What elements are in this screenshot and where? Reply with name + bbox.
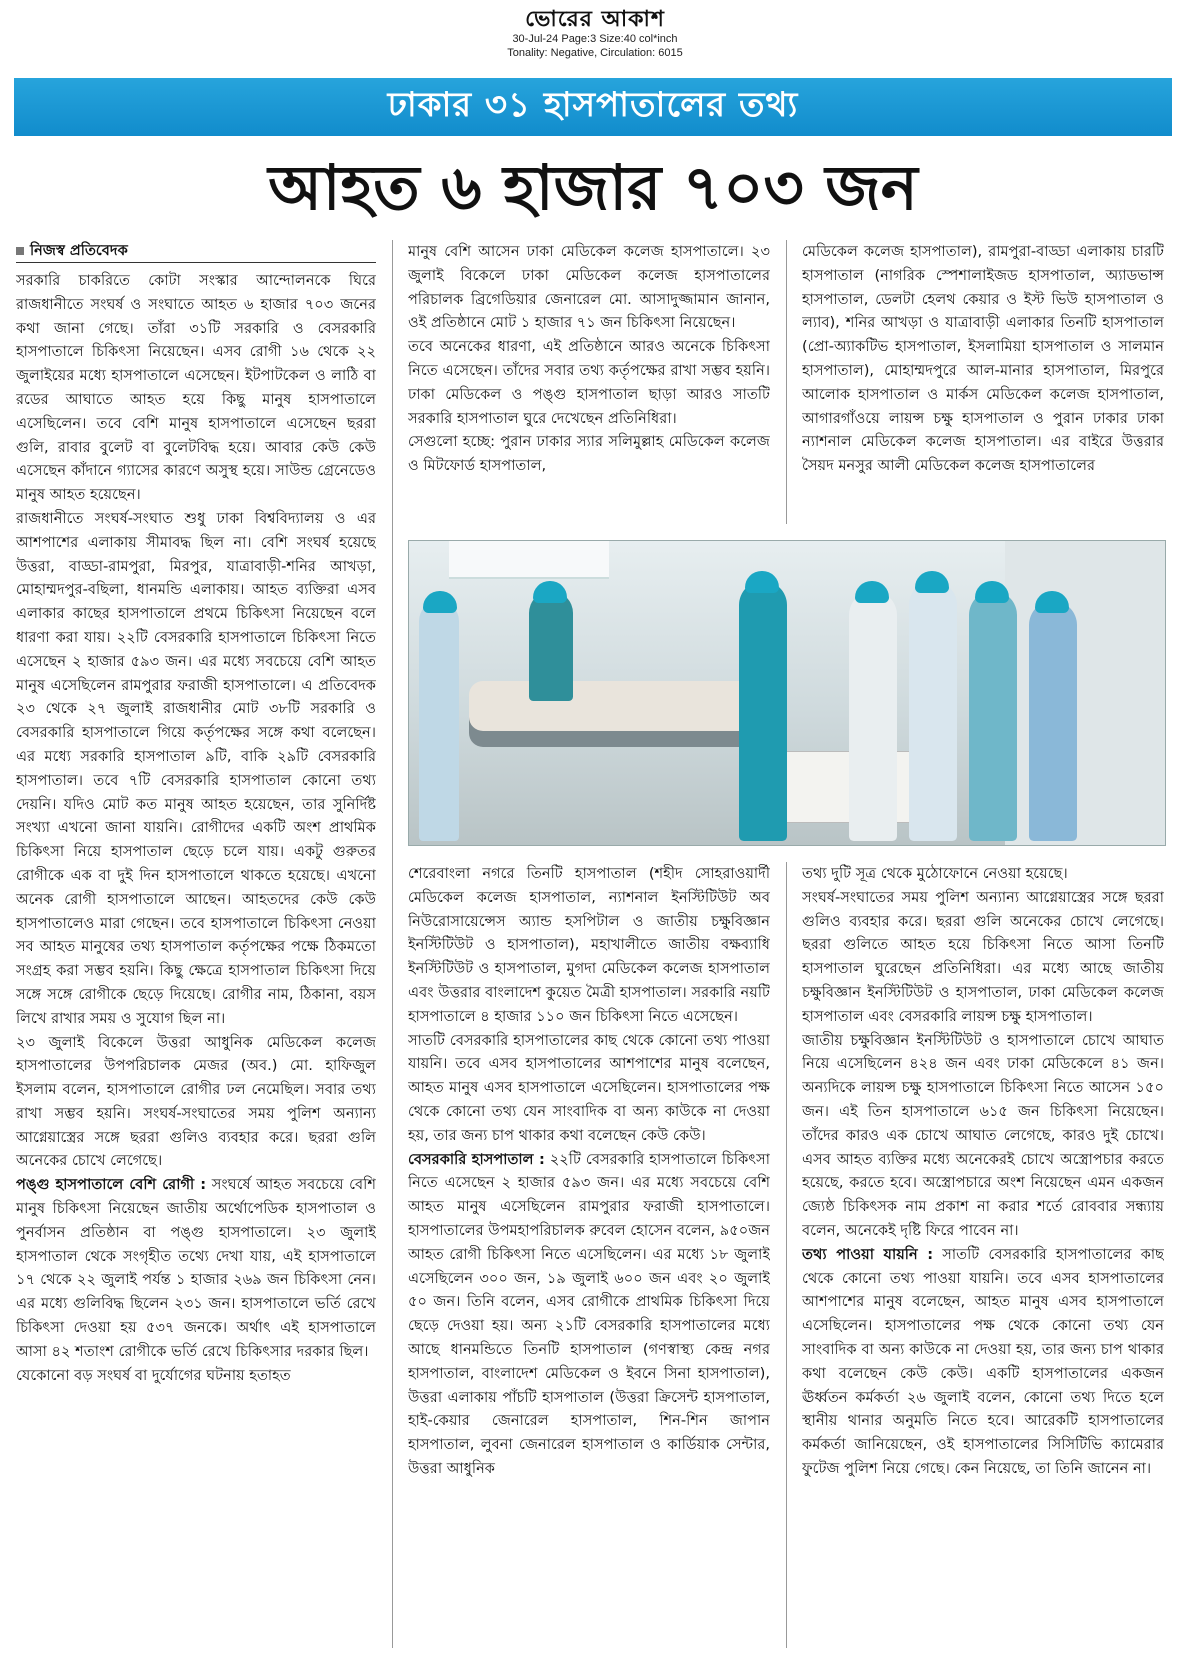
newspaper-logo: ভোরের আকাশ [525,6,665,32]
column-divider [786,240,787,524]
photo-figure [419,601,459,841]
photo-cap [423,591,457,613]
article-column-5 [802,862,1164,1648]
column-divider [786,862,787,1648]
sub-heading: তথ্য পাওয়া যায়নি : [802,1245,934,1263]
paragraph [408,1148,770,1481]
patient-bed [469,681,769,731]
byline-text: নিজস্ব প্রতিবেদক [30,242,128,259]
paragraph: সাতটি বেসরকারি হাসপাতালের কাছ থেকে কোনো তথ্য পাওয়া যায়নি। তবে এসব হাসপাতালের আশপাশের মানুষ বলেছেন, আহত মানুষ এসব হাসপাতালে এসেছিলেন। হাসপাতালের পক্ষ থেকে কোনো তথ্য যেন সাংবাদিক বা অন্য কাউকে না দেওয়া হয়, তার জন্য চাপ থাকার কথা বলেছেন কেউ কেউ। [408,1031,770,1144]
article-column-3 [802,240,1164,524]
paragraph: যেকোনো বড় সংঘর্ষ বা দুর্যোগের ঘটনায় হতাহত [16,1366,291,1384]
photo-figure [909,581,957,841]
article-column-1 [16,240,376,1648]
clipping-tonality-line: Tonality: Negative, Circulation: 6015 [507,47,683,59]
headline: আহত ৬ হাজার ৭০৩ জন [268,151,918,224]
photo-cap [915,571,949,593]
sub-body: সংঘর্ষে আহত সবচেয়ে বেশি মানুষ চিকিৎসা নিয়েছেন জাতীয় অর্থোপেডিক হাসপাতাল ও পুনর্বাসন প্রতিষ্ঠান বা পঙ্গু হাসপাতালে। ২৩ জুলাই হাসপাতাল থেকে সংগৃহীত তথ্যে দেখা যায়, এই হাসপাতালে ১৭ থেকে ২২ জুলাই পর্যন্ত ১ হাজার ২৬৯ জন চিকিৎসা নেন। এর মধ্যে গুলিবিদ্ধ ছিলেন ২৩১ জন। হাসপাতালে ভর্তি রেখে চিকিৎসা দেওয়া হয় ৫৩৭ জনকে। অর্থাৎ এই হাসপাতালে আসা ৪২ শতাংশ রোগীকে ভর্তি রেখে চিকিৎসার দরকার ছিল। [16,1176,376,1360]
photo-cap [745,571,779,593]
article-column-4 [408,862,770,1648]
paragraph: জাতীয় চক্ষুবিজ্ঞান ইনস্টিটিউট ও হাসপাতালে চোখে আঘাত নিয়ে এসেছিলেন ৪২৪ জন এবং ঢাকা মেডিকেলে ৪১ জন। অন্যদিকে লায়ন্স চক্ষু হাসপাতালে চিকিৎসা নিতে আসেন ১৫০ জন। এই তিন হাসপাতালে ৬১৫ জন চিকিৎসা নিয়েছেন। তাঁদের কারও এক চোখে আঘাত লেগেছে, কারও দুই চোখে। এসব আহত ব্যক্তির মধ্যে অনেকেরই চোখে অস্ত্রোপচার করতে হয়েছে, করতে হবে। অস্ত্রোপচারে অংশ নিয়েছেন এমন একজন জ্যেষ্ঠ চিকিৎসক নাম প্রকাশ না করার শর্তে রোববার সন্ধ্যায় বলেন, অনেকেই দৃষ্টি ফিরে পাবেন না। [802,1031,1164,1239]
byline [16,240,376,263]
paragraph [16,1173,376,1363]
paragraph: মেডিকেল কলেজ হাসপাতাল), রামপুরা-বাড্ডা এলাকায় চারটি হাসপাতাল (নাগরিক স্পেশালাইজড হাসপাতাল, অ্যাডভান্স হাসপাতাল, ডেলটা হেলথ কেয়ার ও ইস্ট ভিউ হাসপাতাল ও ল্যাব), শনির আখড়া ও যাত্রাবাড়ী এলাকার তিনটি হাসপাতাল (প্রো-অ্যাকটিভ হাসপাতাল, ইসলামিয়া হাসপাতাল ও সালমান হাসপাতাল), মোহাম্মদপুরে আল-মানার হাসপাতাল, মিরপুরে আলোক হাসপাতাল ও মার্কস মেডিকেল কলেজ হাসপাতাল, আগারগাঁওয়ে লায়ন্স চক্ষু হাসপাতাল ও পুরান ঢাকার ঢাকা ন্যাশনাল মেডিকেল কলেজ হাসপাতাল। এর বাইরে উত্তরার সৈয়দ মনসুর আলী মেডিকেল কলেজ হাসপাতালের [802,243,1164,475]
photo-cap [975,581,1009,603]
paragraph [802,1243,1164,1481]
paragraph: রাজধানীতে সংঘর্ষ-সংঘাত শুধু ঢাকা বিশ্ববিদ্যালয় ও এর আশপাশের এলাকায় সীমাবদ্ধ ছিল না। বেশি সংঘর্ষ হয়েছে উত্তরা, বাড্ডা-রামপুরা, মিরপুর, যাত্রাবাড়ী-শনির আখড়া, মোহাম্মদপুর-বছিলা, ধানমন্ডি এলাকায়। আহত ব্যক্তিরা এসব এলাকার কাছের হাসপাতালে প্রথমে চিকিৎসা নিয়েছেন বলে ধারণা করা যায়। ২২টি বেসরকারি হাসপাতালে চিকিৎসা নিতে এসেছেন ২ হাজার ৫৯৩ জন। এর মধ্যে সবচেয়ে বেশি আহত মানুষ এসেছিলেন রামপুরার ফরাজী হাসপাতালে। এ প্রতিবেদক ২৩ থেকে ২৭ জুলাই রাজধানীর মোট ৩৮টি সরকারি ও বেসরকারি হাসপাতালে গিয়ে কর্তৃপক্ষের সঙ্গে কথা বলেছেন। এর মধ্যে সরকারি হাসপাতাল ৯টি, বাকি ২৯টি বেসরকারি হাসপাতাল। তবে ৭টি বেসরকারি হাসপাতাল কোনো তথ্য দেয়নি। যদিও মোট কত মানুষ আহত হয়েছেন, তার সুনির্দিষ্ট সংখ্যা এখনো জানা যায়নি। রোগীদের একটি অংশ প্রাথমিক চিকিৎসা নিয়ে হাসপাতাল ছেড়ে চলে যায়। একটু গুরুতর রোগীকে এক বা দুই দিন হাসপাতালে থাকতে হয়েছে। এখনো অনেক রোগী হাসপাতালে আছেন। আহতদের কেউ কেউ হাসপাতালেও মারা গেছেন। তবে হাসপাতালে চিকিৎসা নেওয়া সব আহত মানুষের তথ্য হাসপাতাল কর্তৃপক্ষের পক্ষে ঠিকমতো সংগ্রহ করা সম্ভব হয়নি। কিছু ক্ষেত্রে হাসপাতাল চিকিৎসা দিয়ে সঙ্গে সঙ্গে রোগীকে ছেড়ে দিয়েছে। রোগীর নাম, ঠিকানা, বয়স লিখে রাখার সময় ও সুযোগ ছিল না। [16,509,376,1027]
paragraph: সরকারি চাকরিতে কোটা সংস্কার আন্দোলনকে ঘিরে রাজধানীতে সংঘর্ষ ও সংঘাতে আহত ৬ হাজার ৭০৩ জনের কথা জানা গেছে। তাঁরা ৩১টি সরকারি ও বেসরকারি হাসপাতালে চিকিৎসা নিয়েছেন। এসব রোগী ১৬ থেকে ২২ জুলাইয়ের মধ্যে হাসপাতালে এসেছেন। ইটপাটকেল ও লাঠি বা রডের আঘাতে আহত হয়ে কিছু মানুষ হাসপাতালে এসেছিলেন। তবে বেশি মানুষ হাসপাতালে এসেছেন ছররা গুলি, রাবার বুলেট বা বুলেটবিদ্ধ হয়ে। আবার কেউ কেউ এসেছেন কাঁদানে গ্যাসের কারণে অসুস্থ হয়ে। সাউন্ড গ্রেনেডেও মানুষ আহত হয়েছেন। [16,272,376,504]
paragraph: তবে অনেকের ধারণা, এই প্রতিষ্ঠানে আরও অনেকে চিকিৎসা নিতে এসেছেন। তাঁদের সবার তথ্য কর্তৃপক্ষের রাখা সম্ভব হয়নি। ঢাকা মেডিকেল ও পঙ্গু হাসপাতাল ছাড়া আরও সাতটি সরকারি হাসপাতাল ঘুরে দেখেছেন প্রতিনিধিরা। [408,338,770,427]
clipping-meta-line: 30-Jul-24 Page:3 Size:40 col*inch [512,33,678,45]
kicker-text: ঢাকার ৩১ হাসপাতালের তথ্য [387,84,799,125]
sub-body: সাতটি বেসরকারি হাসপাতালের কাছ থেকে কোনো তথ্য পাওয়া যায়নি। তবে এসব হাসপাতালের আশপাশের মানুষ বলেছেন, আহত মানুষ এসব হাসপাতালে এসেছিলেন। হাসপাতালের পক্ষ থেকে কোনো তথ্য যেন সাংবাদিক বা অন্য কাউকে না দেওয়া হয়, তার জন্য চাপ থাকার কথা বলেছেন কেউ কেউ। একটি হাসপাতালের একজন ঊর্ধ্বতন কর্মকর্তা ২৬ জুলাই বলেন, কোনো তথ্য দিতে হলে স্থানীয় থানার অনুমতি নিতে হবে। আরেকটি হাসপাতালের কর্মকর্তা জানিয়েছেন, ওই হাসপাতালের সিসিটিভি ক্যামেরার ফুটেজ পুলিশ নিয়ে গেছে। কেন নিয়েছে, তা তিনি জানেন না। [802,1245,1164,1477]
photo-figure [739,581,787,841]
surgical-lamp [449,541,609,579]
paragraph: তথ্য দুটি সূত্র থেকে মুঠোফোনে নেওয়া হয়েছে। [802,865,1068,882]
sub-heading: পঙ্গু হাসপাতালে বেশি রোগী : [16,1176,207,1194]
paragraph: শেরেবাংলা নগরে তিনটি হাসপাতাল (শহীদ সোহরাওয়ার্দী মেডিকেল কলেজ হাসপাতাল, ন্যাশনাল ইনস্টিটিউট অব নিউরোসায়েন্সেস অ্যান্ড হসপিটাল ও জাতীয় চক্ষুবিজ্ঞান ইনস্টিটিউট ও হাসপাতাল), মহাখালীতে জাতীয় বক্ষব্যাধি ইনস্টিটিউট ও হাসপাতাল, মুগদা মেডিকেল কলেজ হাসপাতাল এবং উত্তরার বাংলাদেশ কুয়েত মৈত্রী হাসপাতাল। সরকারি নয়টি হাসপাতালে ৪ হাজার ১১০ জন চিকিৎসা নিতে এসেছেন। [408,865,770,1025]
kicker-banner [14,78,1172,136]
paragraph: সেগুলো হচ্ছে: পুরান ঢাকার স্যার সলিমুল্লাহ মেডিকেল কলেজ ও মিটফোর্ড হাসপাতাল, [408,433,770,475]
photo-figure [1029,601,1077,841]
column-divider [392,240,393,1648]
hospital-photo [408,540,1166,846]
photo-figure [849,591,897,841]
sub-heading: বেসরকারি হাসপাতাল : [408,1150,545,1168]
article-column-2 [408,240,770,524]
photo-figure [529,591,573,701]
square-bullet-icon [16,247,24,255]
paragraph: সংঘর্ষ-সংঘাতের সময় পুলিশ অন্যান্য আগ্নেয়াস্ত্রের সঙ্গে ছররা গুলিও ব্যবহার করে। ছররা গুলি অনেকের চোখে লেগেছে। ছররা গুলিতে আহত হয়ে চিকিৎসা নিতে আসা তিনটি হাসপাতাল ঘুরেছেন প্রতিনিধিরা। এর মধ্যে আছে জাতীয় চক্ষুবিজ্ঞান ইনস্টিটিউট ও হাসপাতাল, ঢাকা মেডিকেল কলেজ হাসপাতাল এবং বেসরকারি লায়ন্স চক্ষু হাসপাতাল। [802,888,1164,1025]
masthead [0,6,1190,60]
paragraph: ২৩ জুলাই বিকেলে উত্তরা আধুনিক মেডিকেল কলেজ হাসপাতালের উপপরিচালক মেজর (অব.) মো. হাফিজুল ইসলাম বলেন, হাসপাতালে রোগীর ঢল নেমেছিল। সবার তথ্য রাখা সম্ভব হয়নি। সংঘর্ষ-সংঘাতের সময় পুলিশ অন্যান্য আগ্নেয়াস্ত্রের সঙ্গে ছররা গুলিও ব্যবহার করে। ছররা গুলি অনেকের চোখে লেগেছে। [16,1033,376,1170]
photo-cap [533,581,567,603]
paragraph: মানুষ বেশি আসেন ঢাকা মেডিকেল কলেজ হাসপাতালে। ২৩ জুলাই বিকেলে ঢাকা মেডিকেল কলেজ হাসপাতালের পরিচালক ব্রিগেডিয়ার জেনারেল মো. আসাদুজ্জামান জানান, ওই প্রতিষ্ঠানে মোট ১ হাজার ৭১ জন চিকিৎসা নিয়েছেন। [408,243,770,332]
photo-cap [855,581,889,603]
photo-figure [969,591,1017,841]
sub-body: ২২টি বেসরকারি হাসপাতালে চিকিৎসা নিতে এসেছেন ২ হাজার ৫৯৩ জন। এর মধ্যে সবচেয়ে বেশি আহত মানুষ এসেছিলেন রামপুরার ফরাজী হাসপাতালে। হাসপাতালের উপমহাপরিচালক রুবেল হোসেন বলেন, ৯৫০জন আহত রোগী চিকিৎসা নিতে এসেছিলেন। এর মধ্যে ১৮ জুলাই এসেছিলেন ৩০০ জন, ১৯ জুলাই ৬০০ জন এবং ২০ জুলাই ৫০ জন। তিনি বলেন, এসব রোগীকে প্রাথমিক চিকিৎসা দিয়ে ছেড়ে দেওয়া হয়। অন্য ২১টি বেসরকারি হাসপাতালের মধ্যে আছে ধানমন্ডিতে তিনটি হাসপাতাল (গণস্বাস্থ্য কেন্দ্র নগর হাসপাতাল, বাংলাদেশ মেডিকেল ও ইবনে সিনা হাসপাতাল), উত্তরা এলাকায় পাঁচটি হাসপাতাল (উত্তরা ক্রিসেন্ট হাসপাতাল, হাই-কেয়ার জেনারেল হাসপাতাল, শিন-শিন জাপান হাসপাতাল, লুবনা জেনারেল হাসপাতাল ও কার্ডিয়াক সেন্টার, উত্তরা আধুনিক [408,1150,770,1477]
